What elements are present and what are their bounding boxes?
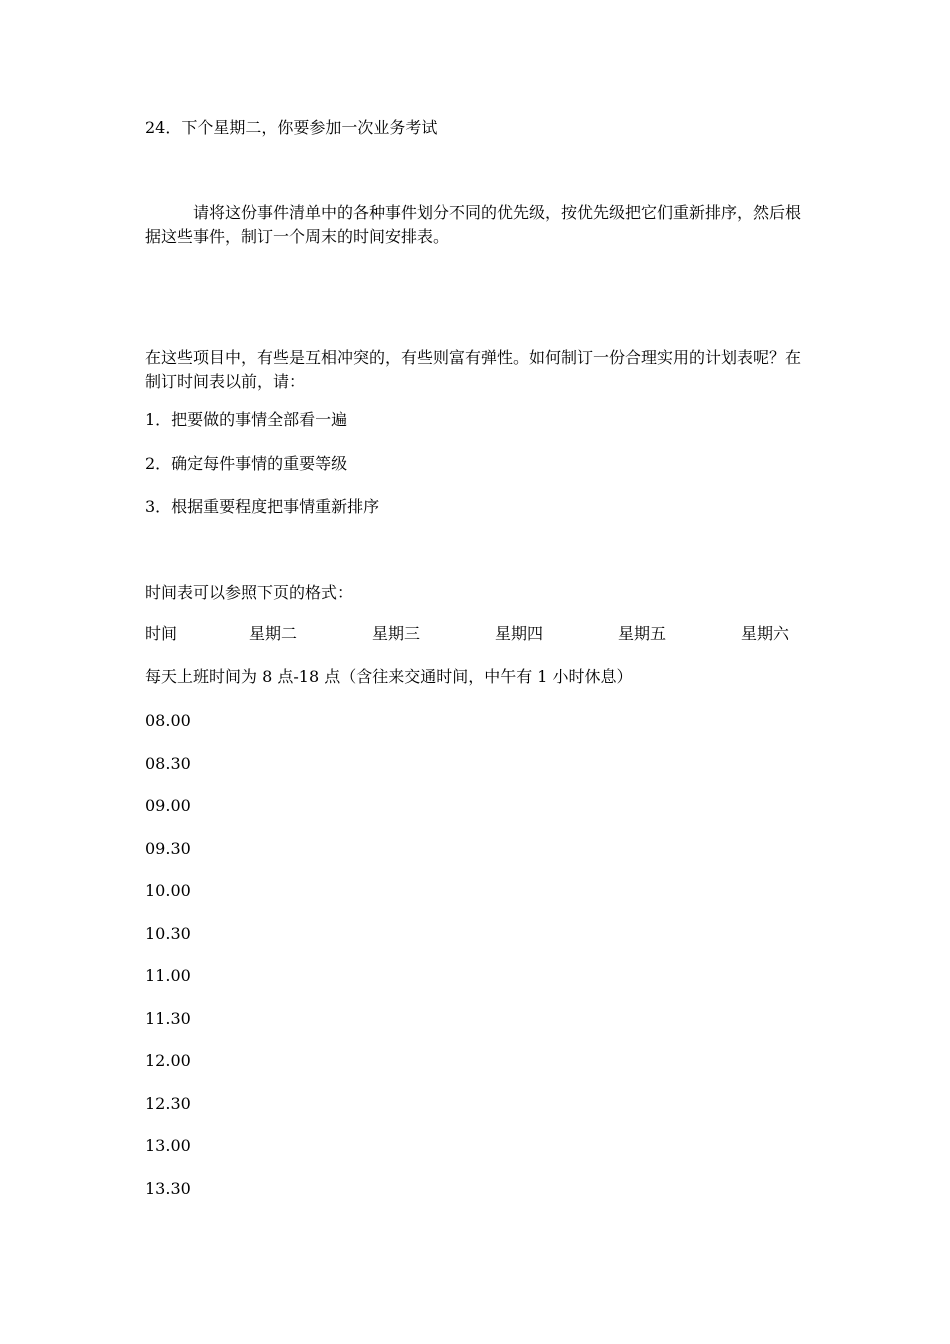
header-day-saturday: 星期六 (741, 624, 790, 643)
step-1: 1．把要做的事情全部看一遍 (145, 410, 348, 429)
intro-paragraph: 在这些项目中，有些是互相冲突的，有些则富有弹性。如何制订一份合理实用的计划表呢？在制订时间表以前，请： (145, 348, 802, 391)
schedule-header-row (145, 624, 815, 646)
time-slot: 11.00 (145, 966, 191, 985)
time-slot: 09.00 (145, 796, 191, 815)
question-24: 24．下个星期二，你要参加一次业务考试 (145, 118, 438, 137)
work-hours-note: 每天上班时间为 8 点-18 点（含往来交通时间，中午有 1 小时休息） (145, 667, 633, 686)
time-slot: 12.30 (145, 1094, 191, 1113)
time-slot: 09.30 (145, 839, 191, 858)
time-slot: 13.30 (145, 1179, 191, 1198)
time-slot: 10.30 (145, 924, 191, 943)
time-slot: 08.00 (145, 711, 191, 730)
format-note: 时间表可以参照下页的格式： (145, 583, 354, 602)
time-slot: 11.30 (145, 1009, 191, 1028)
header-day-thursday: 星期四 (495, 624, 544, 643)
time-slot: 12.00 (145, 1051, 191, 1070)
header-time: 时间 (145, 624, 178, 643)
instruction-paragraph: 请将这份事件清单中的各种事件划分不同的优先级，按优先级把它们重新排序，然后根据这些事件，制订一个周末的时间安排表。 (145, 203, 802, 246)
header-day-wednesday: 星期三 (372, 624, 421, 643)
header-day-tuesday: 星期二 (249, 624, 298, 643)
time-slot: 08.30 (145, 754, 191, 773)
step-2: 2．确定每件事情的重要等级 (145, 454, 348, 473)
header-day-friday: 星期五 (618, 624, 667, 643)
time-slot: 10.00 (145, 881, 191, 900)
step-3: 3．根据重要程度把事情重新排序 (145, 497, 380, 516)
time-slot: 13.00 (145, 1136, 191, 1155)
